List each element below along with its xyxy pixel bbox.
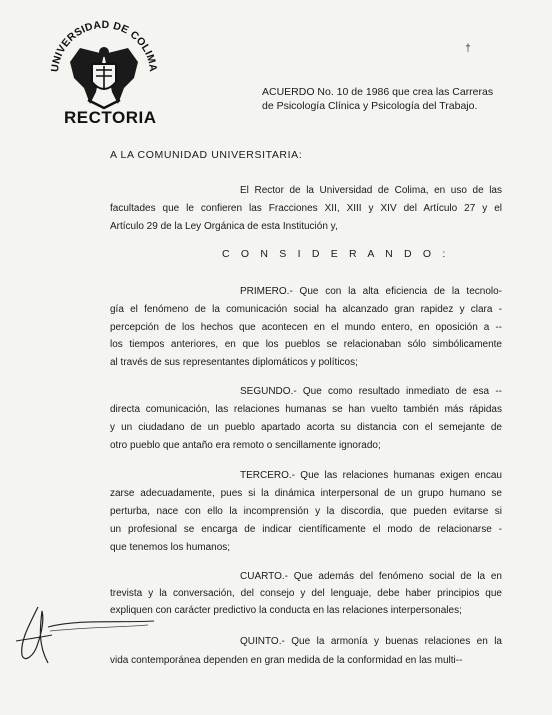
tercero-line: TERCERO.- Que las relaciones humanas exigen encau [240, 470, 502, 481]
tercero-line: un profesional se encarga de indicar científicamente el modo de relacionarse - [110, 524, 502, 535]
salutation: A LA COMUNIDAD UNIVERSITARIA: [110, 149, 303, 161]
agreement-heading [262, 85, 522, 113]
segundo-line: y un ciudadano de un pueblo apartado acorta su distancia con el semejante de [110, 422, 502, 433]
primero-line: PRIMERO.- Que con la alta eficiencia de la tecnolo- [240, 286, 502, 297]
intro-line: El Rector de la Universidad de Colima, en uso de las [240, 185, 502, 196]
svg-text:UNIVERSIDAD DE COLIMA: UNIVERSIDAD DE COLIMA [48, 18, 160, 73]
agreement-line: de Psicología Clínica y Psicología del Trabajo. [262, 100, 478, 112]
agreement-line: ACUERDO No. 10 de 1986 que crea las Carreras [262, 86, 494, 98]
corner-mark: † [465, 44, 472, 55]
tercero-line: que tenemos los humanos; [110, 542, 231, 553]
tercero-line: zarse adecuadamente, pues si la dinámica interpersonal de un grupo humano se [110, 488, 502, 499]
quinto-line: vida contemporánea dependen en gran medida de la conformidad en las multi-- [110, 655, 463, 666]
cuarto-line: expliquen con carácter predictivo la conducta en las relaciones interpersonales; [110, 605, 462, 616]
cuarto-line: CUARTO.- Que además del fenómeno social de la en [240, 571, 502, 582]
primero-line: los tiempos anteriores, en que los pueblos se relacionaban sólo simbólicamente [110, 339, 502, 350]
cuarto-line: trevista y la conversación, del consejo y del lenguaje, debe haber principios que [110, 588, 502, 599]
handwritten-signature [8, 597, 158, 672]
considerando-heading: C O N S I D E R A N D O : [222, 248, 450, 260]
tercero-line: perturba, nace con ello la incomprensión y la discordia, que pueden evitarse si [110, 506, 502, 517]
segundo-line: SEGUNDO.- Que como resultado inmediato de esa -- [240, 386, 502, 397]
intro-line: facultades que le confieren las Fracciones XII, XIII y XIV del Artículo 27 y el [110, 203, 502, 214]
primero-line: gía el fenómeno de la comunicación social ha alcanzado gran rapidez y clara - [110, 304, 502, 315]
quinto-line: QUINTO.- Que la armonía y buenas relaciones en la [240, 636, 502, 647]
segundo-line: otro pueblo que antaño era remoto o sencillamente ignorado; [110, 440, 381, 451]
rectoria-label: RECTORIA [64, 108, 157, 127]
segundo-line: directa comunicación, las relaciones humanas se han vuelto también más rápidas [110, 404, 502, 415]
intro-line: Artículo 29 de la Ley Orgánica de esta Institución y, [110, 221, 338, 232]
primero-line: percepción de los hechos que acontecen en el mundo entero, en oposición a -- [110, 322, 502, 333]
primero-line: al través de sus representantes diplomáticos y políticos; [110, 357, 358, 368]
